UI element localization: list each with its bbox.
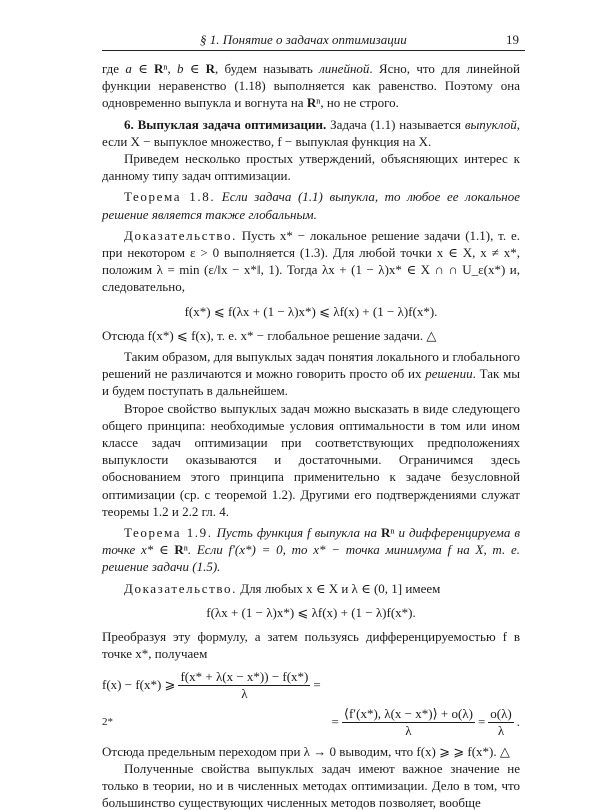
formula-3-line-2: = $\frac{⟨f'(x*), \lambda(x - x*)⟩ + o(\lambda)}{\lambda}$ = $\frac{o(\lambda)}{\lambda}$ .	[331, 705, 520, 738]
page-number: 19	[506, 32, 519, 47]
page-body	[102, 60, 520, 811]
fraction: $\frac{o(\lambda)}{\lambda}$	[490, 705, 512, 738]
paragraph-intro: Приведем несколько простых утверждений, объясняющих интерес к данному типу задач оптимизации.	[102, 151, 520, 184]
section-heading: 6. Выпуклая задача оптимизации.	[124, 116, 327, 132]
paragraph-transform: Преобразуя эту формулу, а затем пользуясь дифференцируемостью f в точке x*, получаем	[102, 629, 520, 662]
paragraph-linear-function: где a ∈ Rⁿ, b ∈ R, будем называть линейной. Ясно, что для линейной функции неравенство (1.18) выполняется как равенство. Поэтому она одновременно выпукла и вогнута на Rⁿ, но не строго.	[102, 61, 520, 111]
proof-2: Доказательство. Для любых x ∈ X и λ ∈ (0, 1] имеем	[124, 580, 441, 596]
section-6-paragraph: 6. Выпуклая задача оптимизации. Задача (1.1) называется выпуклой, если X − выпуклое множество, f − выпуклая функция на X.	[102, 116, 520, 149]
proof-label: Доказательство.	[124, 227, 237, 243]
paragraph-principle: Второе свойство выпуклых задач можно высказать в виде следующего общего принципа: необходимые условия оптимальности в том или ином классе задач оптимизации при соответствующих предположениях выпуклости оказываются и достаточными. Ограничимся здесь обоснованием этого принципа применительно к задаче безусловной оптимизации (ср. с теоремой 1.2). Другими его подтверждениями служат теоремы 1.2 и 2.2 гл. 4.	[102, 400, 520, 519]
formula-1: f(x*) ⩽ f(λx + (1 − λ)x*) ⩽ λf(x) + (1 − λ)f(x*).	[184, 303, 438, 319]
formula-2: f(λx + (1 − λ)x*) ⩽ λf(x) + (1 − λ)f(x*).	[206, 604, 416, 620]
paragraph-properties: Полученные свойства выпуклых задач имеют важное значение не только в теории, но и в численных методах оптимизации. Дело в том, что большинство существующих численных методов позволяет, вообще	[102, 760, 520, 811]
proof-1: Доказательство. Пусть x* − локальное решение задачи (1.1), т. е. при некотором ε > 0 выполняется (1.3). Для любой точки x ∈ X, x ≠ x*, положим λ = min (ε/‖x − x*‖, 1). Тогда λx + (1 − λ)x* ∈ X ∩ ∩ U_ε(x*) и, следовательно,	[102, 227, 520, 295]
paragraph-limit: Отсюда предельным переходом при λ → 0 выводим, что f(x) ⩾ ⩾ f(x*). △	[102, 743, 510, 759]
paragraph-local-global: Таким образом, для выпуклых задач понятия локального и глобального решений не различаются и можно говорить просто об их решении. Так мы и будем поступать в дальнейшем.	[102, 349, 520, 399]
theorem-label: Теорема 1.8.	[124, 189, 216, 205]
theorem-label: Теорема 1.9.	[124, 525, 213, 541]
formula-3-line-1: f(x) − f(x*) ⩾ $\frac{f(x* + \lambda(x - x*)) - f(x*)}{\lambda}$ =	[102, 668, 321, 701]
theorem-1-9: Теорема 1.9. Пусть функция f выпукла на Rⁿ и дифференцируема в точке x* ∈ Rⁿ. Если f′(x*) = 0, то x* − точка минимума f на X, т. е. решение задачи (1.5).	[102, 525, 520, 575]
signature-mark: 2*	[102, 716, 113, 728]
fraction: $\frac{⟨f'(x*), \lambda(x - x*)⟩ + o(\lambda)}{\lambda}$	[343, 705, 473, 738]
proof-label: Доказательство.	[124, 580, 237, 596]
header-title: § 1. Понятие о задачах оптимизации	[200, 32, 407, 47]
paragraph-proof-end: Отсюда f(x*) ⩽ f(x), т. е. x* − глобальное решение задачи. △	[102, 327, 437, 343]
running-header	[102, 30, 525, 51]
fraction: $\frac{f(x* + \lambda(x - x*)) - f(x*)}{\lambda}$	[180, 668, 309, 701]
theorem-1-8: Теорема 1.8. Если задача (1.1) выпукла, то любое ее локальное решение является также глобальным.	[102, 189, 521, 222]
